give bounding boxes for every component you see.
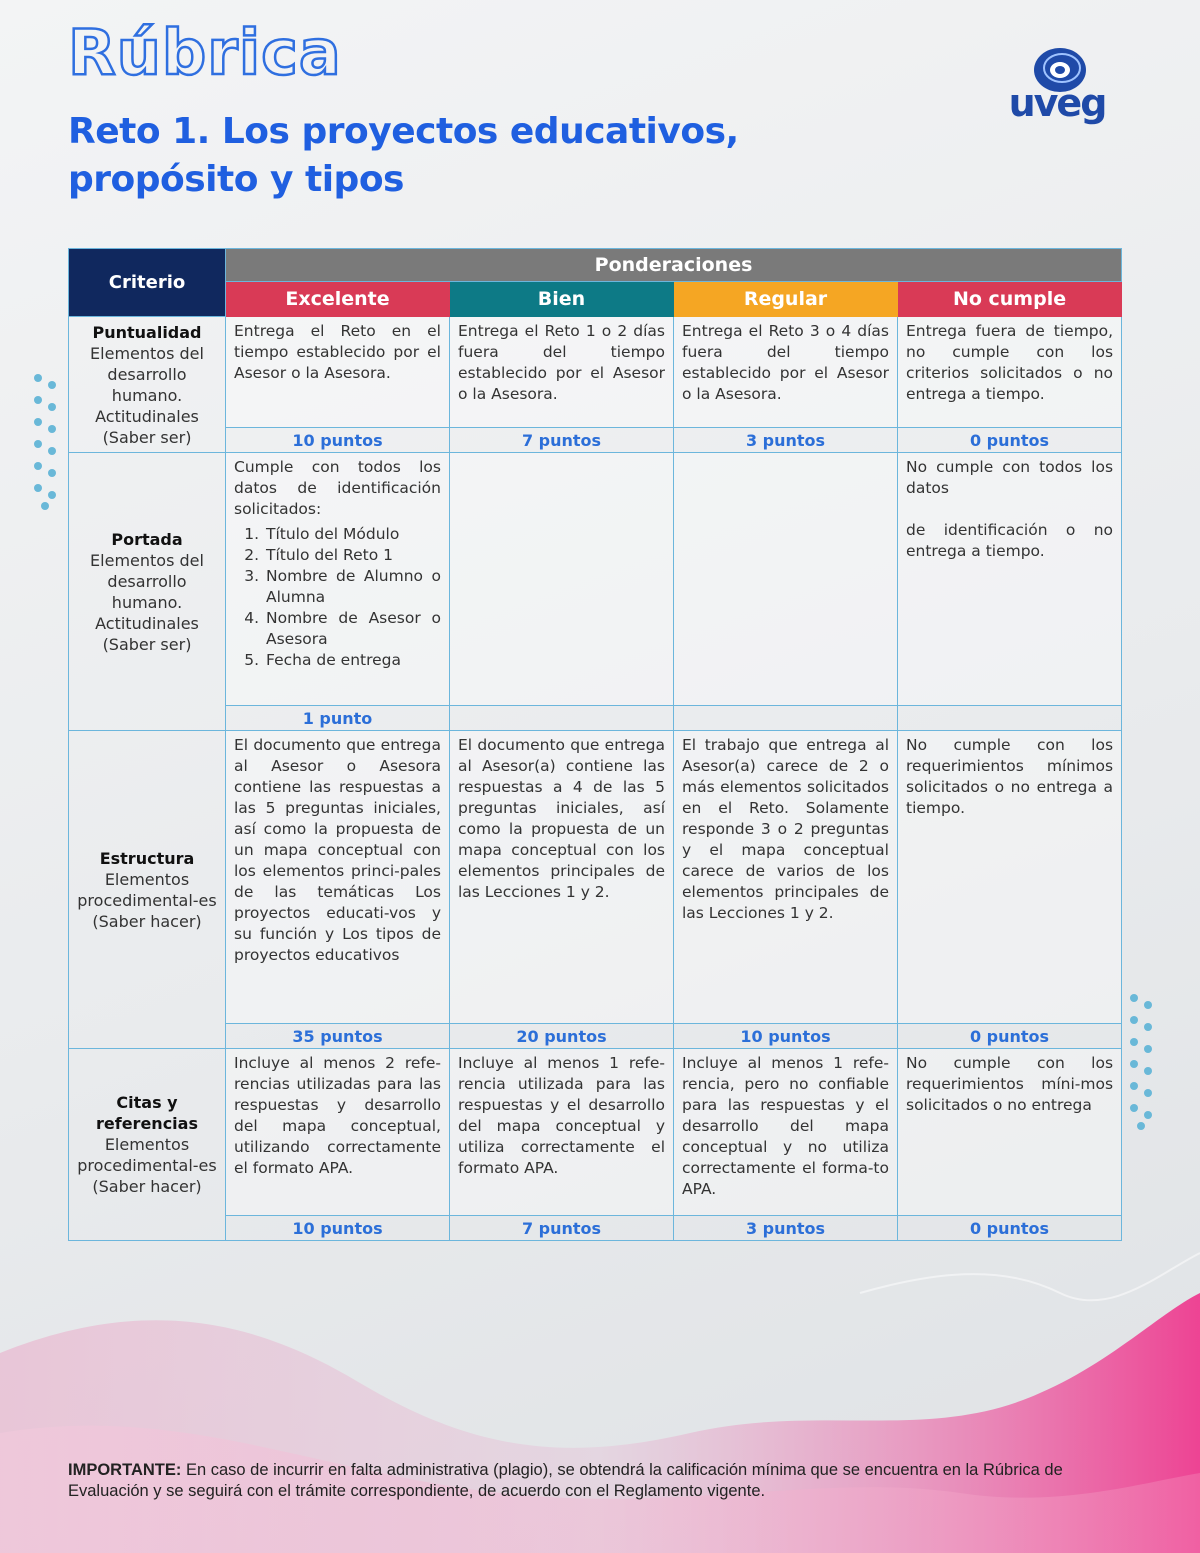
cover-requirements-list [234, 524, 441, 671]
cell-no-cumple [898, 453, 1122, 706]
decorative-dots-left [34, 374, 64, 514]
important-note [68, 1460, 1120, 1502]
points-bien [450, 706, 674, 731]
points-no-cumple: 0 puntos [898, 1216, 1122, 1241]
points-bien: 7 puntos [450, 1216, 674, 1241]
cell-excelente: El documento que entrega al Asesor o Asesora contiene las respuestas a las 5 preguntas iniciales, así como la propuesta de un mapa conceptual con los elementos princi-pales de las temáticas Los proyectos educati-vos y su función y Los tipos de proyectos educativos [226, 731, 450, 1024]
points-excelente: 10 puntos [226, 1216, 450, 1241]
points-bien: 20 puntos [450, 1024, 674, 1049]
criterion-detail: Elementos del desarrollo humano. Actitudinales (Saber ser) [90, 343, 204, 447]
cell-excelente: Incluye al menos 2 refe-rencias utilizadas para las respuestas y desarrollo del mapa conceptual, utilizando correctamente el formato APA. [226, 1049, 450, 1216]
cell-regular: El trabajo que entrega al Asesor(a) carece de 2 o más elementos solicitados en el Reto. Solamente responde 3 o 2 preguntas y el mapa conceptual carece de varios de los elementos principales de las Lecciones 1 y 2. [674, 731, 898, 1024]
cell-bien: Entrega el Reto 1 o 2 días fuera del tiempo establecido por el Asesor o la Asesora. [450, 317, 674, 428]
criterion-name: Puntualidad [92, 322, 202, 342]
points-row [69, 1024, 1122, 1049]
important-label: IMPORTANTE: [68, 1461, 182, 1479]
list-item: 1. Título del Módulo [264, 524, 441, 545]
table-row [69, 1049, 1122, 1216]
logo-text: uveg [1008, 81, 1106, 125]
criterion-name: Estructura [99, 848, 195, 868]
page-subtitle: Reto 1. Los proyectos educativos, propósito y tipos [68, 111, 739, 200]
points-regular: 10 puntos [674, 1024, 898, 1049]
uveg-logo [1004, 44, 1110, 144]
criterion-portada [69, 453, 226, 731]
cell-bien: El documento que entrega al Asesor(a) contiene las respuestas a 4 de las 5 preguntas iniciales, así como la propuesta de un mapa conceptual con los elementos principales de las Lecciones 1 y 2. [450, 731, 674, 1024]
cell-excelente: Entrega el Reto en el tiempo establecido por el Asesor o la Asesora. [226, 317, 450, 428]
points-no-cumple: 0 puntos [898, 1024, 1122, 1049]
header-bien: Bien [450, 282, 674, 317]
points-regular: 3 puntos [674, 1216, 898, 1241]
header-no-cumple: No cumple [898, 282, 1122, 317]
cell-text: de identificación o no entrega a tiempo. [906, 521, 1114, 560]
cell-regular [674, 453, 898, 706]
table-row [69, 317, 1122, 428]
points-excelente: 10 puntos [226, 428, 450, 453]
points-row [69, 428, 1122, 453]
criterion-estructura [69, 731, 226, 1049]
header-criterio: Criterio [69, 249, 226, 317]
points-excelente: 35 puntos [226, 1024, 450, 1049]
points-no-cumple: 0 puntos [898, 428, 1122, 453]
list-item: 2. Título del Reto 1 [264, 545, 441, 566]
cell-no-cumple: No cumple con los requerimientos míni-mos solicitados o no entrega [898, 1049, 1122, 1216]
decorative-wave [0, 1233, 1200, 1553]
cell-excelente [226, 453, 450, 706]
decorative-dots-right [1130, 994, 1160, 1134]
cell-regular: Incluye al menos 1 refe-rencia, pero no confiable para las respuestas y el desarrollo del mapa conceptual y no utiliza correctamente el forma-to APA. [674, 1049, 898, 1216]
criterion-detail: Elementos procedimental-es (Saber hacer) [77, 869, 217, 931]
cell-no-cumple: No cumple con los requerimientos mínimos solicitados o no entrega a tiempo. [898, 731, 1122, 1024]
header-excelente: Excelente [226, 282, 450, 317]
important-text: En caso de incurrir en falta administrativa (plagio), se obtendrá la calificación mínima que se encuentra en la Rúbrica de Evaluación y se seguirá con el trámite correspondiente, de acuerdo con el Reglamento vigente. [68, 1461, 1063, 1500]
points-excelente: 1 punto [226, 706, 450, 731]
cell-regular: Entrega el Reto 3 o 4 días fuera del tiempo establecido por el Asesor o la Asesora. [674, 317, 898, 428]
header-regular: Regular [674, 282, 898, 317]
points-regular [674, 706, 898, 731]
criterion-detail: Elementos procedimental-es (Saber hacer) [77, 1135, 217, 1196]
criterion-puntualidad [69, 317, 226, 453]
points-row [69, 1216, 1122, 1241]
table-row [69, 731, 1122, 1024]
points-bien: 7 puntos [450, 428, 674, 453]
criterion-name: Citas y referencias [96, 1093, 198, 1133]
points-row [69, 706, 1122, 731]
cell-no-cumple: Entrega fuera de tiempo, no cumple con los criterios solicitados o no entrega a tiempo. [898, 317, 1122, 428]
rubric-table [68, 248, 1122, 1241]
criterion-citas-referencias [69, 1049, 226, 1241]
list-item: 3. Nombre de Alumno o Alumna [264, 566, 441, 608]
header-ponderaciones: Ponderaciones [226, 249, 1122, 282]
table-row [69, 453, 1122, 706]
cell-intro: Cumple con todos los datos de identificación solicitados: [234, 458, 441, 518]
points-regular: 3 puntos [674, 428, 898, 453]
cell-text: No cumple con todos los datos [906, 458, 1114, 497]
list-item: 4. Nombre de Asesor o Asesora [264, 608, 441, 650]
points-no-cumple [898, 706, 1122, 731]
cell-bien [450, 453, 674, 706]
criterion-name: Portada [111, 529, 183, 549]
cell-bien: Incluye al menos 1 refe-rencia utilizada para las respuestas y el desarrollo del mapa conceptual y utiliza correctamente el formato APA. [450, 1049, 674, 1216]
page-title: Rúbrica [68, 16, 342, 89]
list-item: 5. Fecha de entrega [264, 650, 441, 671]
criterion-detail: Elementos del desarrollo humano. Actitudinales (Saber ser) [90, 550, 204, 654]
